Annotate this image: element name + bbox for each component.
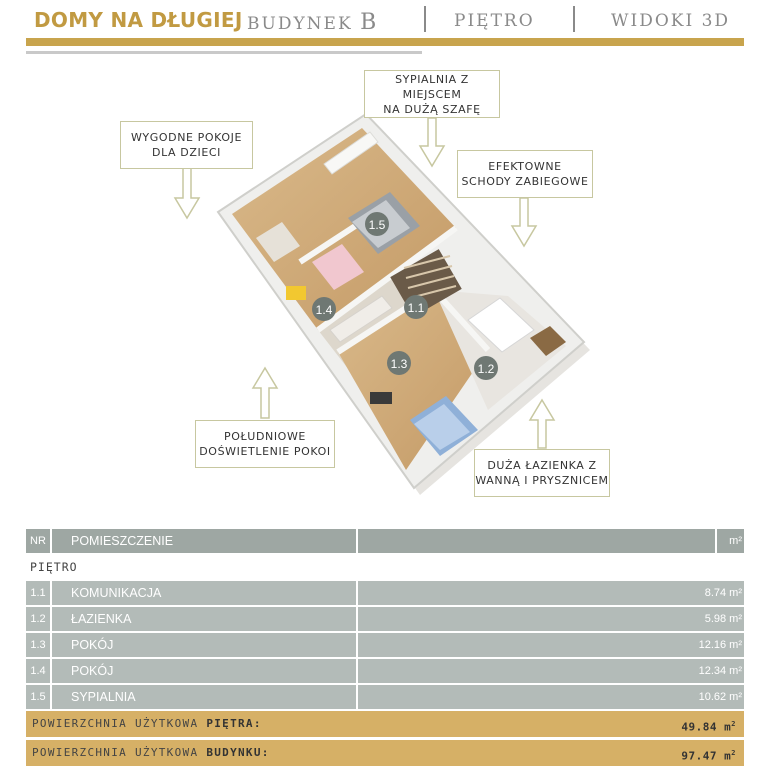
header-unit: m²	[717, 529, 744, 553]
header-separator	[424, 6, 426, 32]
sum-building-row	[26, 740, 744, 766]
row-nr: 1.4	[26, 659, 50, 683]
row-nr: 1.3	[26, 633, 50, 657]
callout-stairs	[457, 150, 593, 198]
header	[0, 0, 768, 50]
row-area: 8.74 m²	[646, 581, 744, 605]
sum-building-unit: 2	[731, 749, 736, 757]
sum-floor-value	[681, 711, 736, 741]
table-row	[26, 659, 744, 683]
sum-floor-unit: 2	[731, 720, 736, 728]
callout-bedroom	[364, 70, 500, 118]
brand-title: DOMY NA DŁUGIEJ	[34, 8, 243, 32]
gold-divider	[26, 38, 744, 46]
callout-line: NA DUŻĄ SZAFĘ	[383, 102, 481, 116]
sum-floor-number: 49.84 m	[681, 720, 732, 734]
floor-label: PIĘTRO	[454, 11, 535, 31]
sum-floor-bold: PIĘTRA:	[206, 717, 262, 730]
sum-building-prefix: POWIERZCHNIA UŻYTKOWA	[32, 746, 199, 759]
room-marker: 1.3	[390, 357, 408, 371]
sum-building-label	[32, 740, 270, 766]
building-label	[247, 10, 378, 35]
row-nr: 1.2	[26, 607, 50, 631]
sum-floor-prefix: POWIERZCHNIA UŻYTKOWA	[32, 717, 199, 730]
header-nr: NR	[26, 529, 50, 553]
sum-floor-row	[26, 711, 744, 737]
header-room: POMIESZCZENIE	[52, 529, 356, 553]
callout-line: DOŚWIETLENIE POKOI	[199, 445, 331, 458]
table-row	[26, 607, 744, 631]
callout-kids	[120, 121, 253, 169]
callout-line: DUŻA ŁAZIENKA Z	[487, 459, 597, 472]
room-marker: 1.2	[477, 362, 495, 376]
table-row	[26, 633, 744, 657]
sum-building-bold: BUDYNKU:	[206, 746, 270, 759]
callout-line: WANNĄ I PRYSZNICEM	[475, 474, 609, 487]
room-marker: 1.4	[315, 303, 333, 317]
sum-building-value	[681, 740, 736, 768]
callout-line: POŁUDNIOWE	[224, 430, 306, 443]
table-row	[26, 581, 744, 605]
row-area: 12.16 m²	[646, 633, 744, 657]
row-name: SYPIALNIA	[52, 685, 356, 709]
sum-building-number: 97.47 m	[681, 749, 732, 763]
area-table	[26, 529, 744, 768]
row-nr: 1.5	[26, 685, 50, 709]
row-nr: 1.1	[26, 581, 50, 605]
section-label: PIĘTRO	[30, 560, 78, 574]
row-area: 10.62 m²	[646, 685, 744, 709]
room-marker: 1.1	[407, 301, 425, 315]
callout-line: SYPIALNIA Z MIEJSCEM	[395, 72, 469, 101]
table-row	[26, 685, 744, 709]
callout-line: WYGODNE POKOJE	[130, 131, 243, 144]
callout-line: DLA DZIECI	[152, 146, 221, 159]
grey-divider	[26, 51, 422, 54]
callout-south	[195, 420, 335, 468]
room-marker: 1.5	[368, 218, 386, 232]
floorplan-3d	[0, 60, 768, 520]
callout-bathroom	[474, 449, 610, 497]
row-name: ŁAZIENKA	[52, 607, 356, 631]
header-blank	[358, 529, 715, 553]
row-name: KOMUNIKACJA	[52, 581, 356, 605]
row-area: 12.34 m²	[646, 659, 744, 683]
header-separator	[573, 6, 575, 32]
table-header	[26, 529, 744, 553]
row-name: POKÓJ	[52, 659, 356, 683]
callout-line: EFEKTOWNE	[488, 160, 562, 173]
sum-floor-label	[32, 711, 262, 737]
row-area: 5.98 m²	[646, 607, 744, 631]
building-letter: B	[360, 10, 379, 35]
building-word: BUDYNEK	[247, 14, 353, 34]
callout-line: SCHODY ZABIEGOWE	[461, 175, 589, 188]
row-name: POKÓJ	[52, 633, 356, 657]
view-label: WIDOKI 3D	[611, 11, 731, 31]
